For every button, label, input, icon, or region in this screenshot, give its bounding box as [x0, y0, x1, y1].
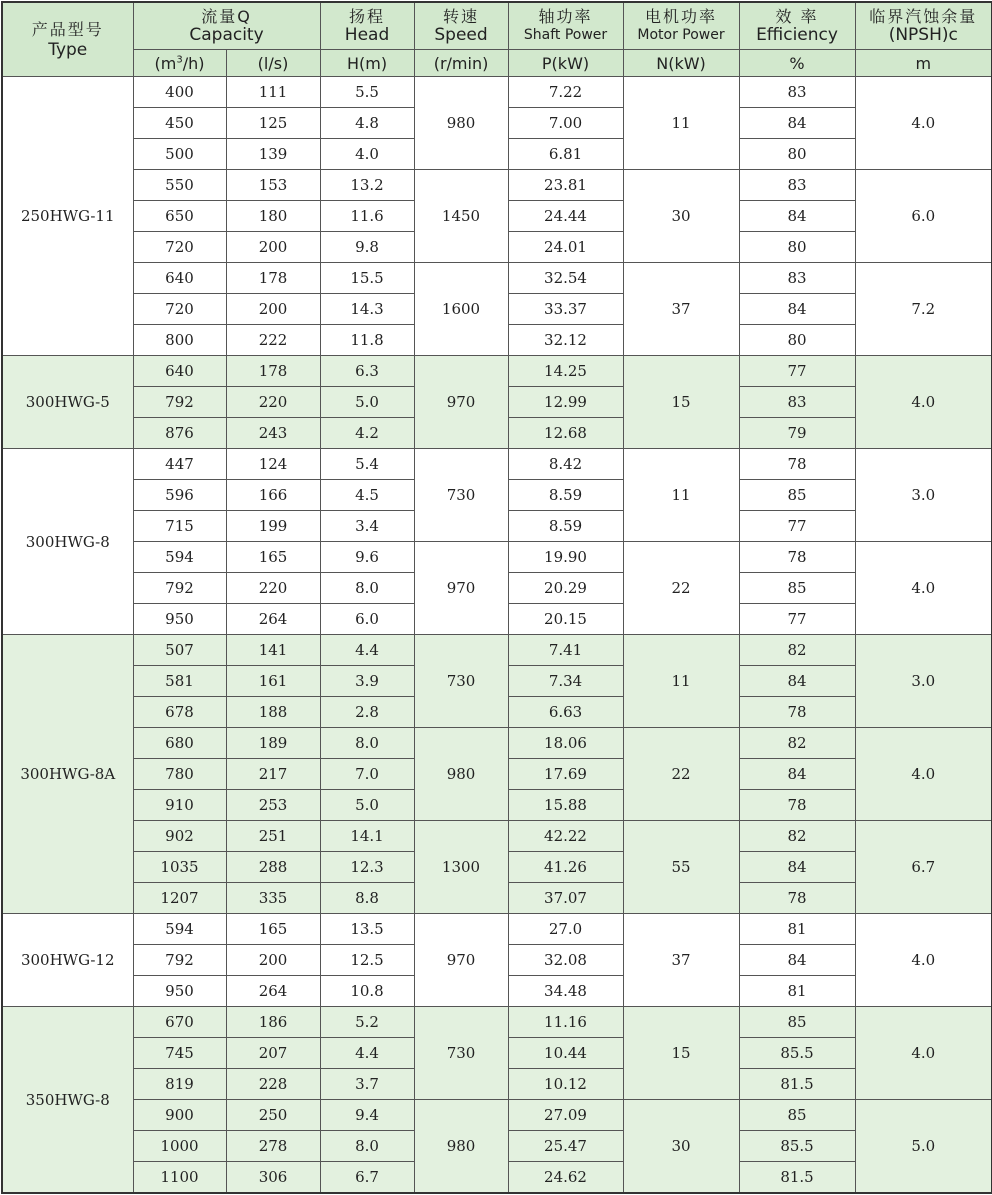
motor-power-cell: 15: [623, 356, 739, 449]
capacity-m3h-cell: 1000: [133, 1131, 226, 1162]
head-cell: 13.5: [320, 914, 414, 945]
head-cell: 4.8: [320, 108, 414, 139]
capacity-ls-cell: 264: [226, 976, 320, 1007]
capacity-ls-cell: 278: [226, 1131, 320, 1162]
table-row: [2, 635, 992, 666]
shaft-power-cell: 32.54: [508, 263, 623, 294]
capacity-m3h-cell: 581: [133, 666, 226, 697]
capacity-m3h-cell: 680: [133, 728, 226, 759]
head-cell: 6.7: [320, 1162, 414, 1194]
capacity-ls-cell: 165: [226, 914, 320, 945]
npsh-cell: 4.0: [855, 77, 992, 170]
capacity-m3h-cell: 400: [133, 77, 226, 108]
capacity-ls-cell: 111: [226, 77, 320, 108]
capacity-ls-cell: 253: [226, 790, 320, 821]
shaft-power-cell: 37.07: [508, 883, 623, 914]
capacity-m3h-cell: 1100: [133, 1162, 226, 1194]
table-row: [2, 1007, 992, 1038]
capacity-m3h-cell: 596: [133, 480, 226, 511]
capacity-ls-cell: 200: [226, 232, 320, 263]
efficiency-cell: 84: [739, 666, 855, 697]
efficiency-cell: 85: [739, 1100, 855, 1131]
shaft-power-cell: 27.0: [508, 914, 623, 945]
speed-cell: 970: [414, 542, 508, 635]
capacity-ls-cell: 141: [226, 635, 320, 666]
capacity-ls-cell: 220: [226, 573, 320, 604]
speed-cell: 970: [414, 914, 508, 1007]
efficiency-cell: 81: [739, 914, 855, 945]
capacity-m3h-cell: 450: [133, 108, 226, 139]
capacity-m3h-cell: 792: [133, 573, 226, 604]
capacity-ls-cell: 250: [226, 1100, 320, 1131]
capacity-m3h-cell: 594: [133, 914, 226, 945]
efficiency-cell: 85: [739, 573, 855, 604]
table-row: [2, 728, 992, 759]
capacity-ls-cell: 166: [226, 480, 320, 511]
head-cell: 4.4: [320, 1038, 414, 1069]
speed-cell: 730: [414, 635, 508, 728]
head-cell: 14.3: [320, 294, 414, 325]
capacity-ls-cell: 228: [226, 1069, 320, 1100]
motor-power-cell: 11: [623, 77, 739, 170]
efficiency-cell: 78: [739, 542, 855, 573]
head-cell: 6.0: [320, 604, 414, 635]
capacity-ls-cell: 199: [226, 511, 320, 542]
model-name-cell: 300HWG-8: [2, 449, 133, 635]
speed-cell: 1300: [414, 821, 508, 914]
capacity-m3h-cell: 594: [133, 542, 226, 573]
header-speed: 转速 Speed: [414, 2, 508, 50]
efficiency-cell: 81.5: [739, 1069, 855, 1100]
head-cell: 10.8: [320, 976, 414, 1007]
capacity-m3h-cell: 800: [133, 325, 226, 356]
npsh-cell: 3.0: [855, 635, 992, 728]
efficiency-cell: 79: [739, 418, 855, 449]
shaft-power-cell: 34.48: [508, 976, 623, 1007]
npsh-cell: 4.0: [855, 728, 992, 821]
shaft-power-cell: 24.62: [508, 1162, 623, 1194]
shaft-power-cell: 12.68: [508, 418, 623, 449]
shaft-power-cell: 6.81: [508, 139, 623, 170]
efficiency-cell: 78: [739, 790, 855, 821]
capacity-m3h-cell: 715: [133, 511, 226, 542]
speed-cell: 730: [414, 1007, 508, 1100]
unit-motor-power: N(kW): [623, 50, 739, 77]
capacity-ls-cell: 335: [226, 883, 320, 914]
table-row: [2, 449, 992, 480]
capacity-m3h-cell: 745: [133, 1038, 226, 1069]
head-cell: 5.5: [320, 77, 414, 108]
shaft-power-cell: 19.90: [508, 542, 623, 573]
unit-head: H(m): [320, 50, 414, 77]
head-cell: 5.4: [320, 449, 414, 480]
npsh-cell: 4.0: [855, 1007, 992, 1100]
header-capacity: 流量Q Capacity: [133, 2, 320, 50]
speed-cell: 1600: [414, 263, 508, 356]
capacity-ls-cell: 217: [226, 759, 320, 790]
efficiency-cell: 81.5: [739, 1162, 855, 1194]
shaft-power-cell: 23.81: [508, 170, 623, 201]
table-row: [2, 914, 992, 945]
unit-efficiency: %: [739, 50, 855, 77]
efficiency-cell: 80: [739, 232, 855, 263]
efficiency-cell: 85.5: [739, 1131, 855, 1162]
capacity-m3h-cell: 640: [133, 356, 226, 387]
capacity-m3h-cell: 950: [133, 604, 226, 635]
head-cell: 9.4: [320, 1100, 414, 1131]
capacity-m3h-cell: 550: [133, 170, 226, 201]
efficiency-cell: 85: [739, 480, 855, 511]
capacity-m3h-cell: 720: [133, 294, 226, 325]
efficiency-cell: 77: [739, 511, 855, 542]
capacity-ls-cell: 178: [226, 356, 320, 387]
capacity-ls-cell: 200: [226, 945, 320, 976]
motor-power-cell: 55: [623, 821, 739, 914]
capacity-ls-cell: 288: [226, 852, 320, 883]
shaft-power-cell: 24.01: [508, 232, 623, 263]
capacity-ls-cell: 180: [226, 201, 320, 232]
head-cell: 7.0: [320, 759, 414, 790]
capacity-ls-cell: 243: [226, 418, 320, 449]
table-row: [2, 821, 992, 852]
efficiency-cell: 81: [739, 976, 855, 1007]
capacity-ls-cell: 161: [226, 666, 320, 697]
head-cell: 8.0: [320, 1131, 414, 1162]
model-group: [2, 449, 992, 635]
efficiency-cell: 80: [739, 325, 855, 356]
head-cell: 4.4: [320, 635, 414, 666]
capacity-ls-cell: 306: [226, 1162, 320, 1194]
head-cell: 5.2: [320, 1007, 414, 1038]
head-cell: 5.0: [320, 790, 414, 821]
model-name-cell: 300HWG-8A: [2, 635, 133, 914]
head-cell: 8.0: [320, 728, 414, 759]
model-name-cell: 350HWG-8: [2, 1007, 133, 1194]
capacity-m3h-cell: 910: [133, 790, 226, 821]
capacity-m3h-cell: 650: [133, 201, 226, 232]
shaft-power-cell: 14.25: [508, 356, 623, 387]
unit-ls: (l/s): [226, 50, 320, 77]
capacity-ls-cell: 139: [226, 139, 320, 170]
header-motor-power: 电机功率 Motor Power: [623, 2, 739, 50]
capacity-ls-cell: 189: [226, 728, 320, 759]
efficiency-cell: 84: [739, 945, 855, 976]
capacity-m3h-cell: 902: [133, 821, 226, 852]
npsh-cell: 4.0: [855, 356, 992, 449]
motor-power-cell: 30: [623, 1100, 739, 1194]
capacity-ls-cell: 222: [226, 325, 320, 356]
capacity-m3h-cell: 900: [133, 1100, 226, 1131]
head-cell: 11.8: [320, 325, 414, 356]
shaft-power-cell: 8.59: [508, 511, 623, 542]
unit-m3h: $(m^3/h)$: [133, 50, 226, 77]
shaft-power-cell: 41.26: [508, 852, 623, 883]
pump-spec-table: [1, 1, 992, 1194]
shaft-power-cell: 25.47: [508, 1131, 623, 1162]
shaft-power-cell: 8.59: [508, 480, 623, 511]
shaft-power-cell: 24.44: [508, 201, 623, 232]
capacity-ls-cell: 186: [226, 1007, 320, 1038]
efficiency-cell: 84: [739, 852, 855, 883]
capacity-ls-cell: 165: [226, 542, 320, 573]
head-cell: 4.2: [320, 418, 414, 449]
head-cell: 3.7: [320, 1069, 414, 1100]
capacity-m3h-cell: 950: [133, 976, 226, 1007]
model-group: [2, 77, 992, 356]
capacity-ls-cell: 207: [226, 1038, 320, 1069]
capacity-m3h-cell: 876: [133, 418, 226, 449]
efficiency-cell: 78: [739, 883, 855, 914]
head-cell: 13.2: [320, 170, 414, 201]
efficiency-cell: 77: [739, 604, 855, 635]
efficiency-cell: 83: [739, 263, 855, 294]
capacity-ls-cell: 125: [226, 108, 320, 139]
shaft-power-cell: 6.63: [508, 697, 623, 728]
shaft-power-cell: 12.99: [508, 387, 623, 418]
shaft-power-cell: 7.00: [508, 108, 623, 139]
capacity-m3h-cell: 720: [133, 232, 226, 263]
npsh-cell: 4.0: [855, 914, 992, 1007]
speed-cell: 980: [414, 728, 508, 821]
head-cell: 2.8: [320, 697, 414, 728]
motor-power-cell: 22: [623, 728, 739, 821]
shaft-power-cell: 10.44: [508, 1038, 623, 1069]
capacity-m3h-cell: 780: [133, 759, 226, 790]
speed-cell: 970: [414, 356, 508, 449]
head-cell: 8.0: [320, 573, 414, 604]
shaft-power-cell: 15.88: [508, 790, 623, 821]
head-cell: 4.5: [320, 480, 414, 511]
npsh-cell: 6.7: [855, 821, 992, 914]
efficiency-cell: 85: [739, 1007, 855, 1038]
header-title-row: [2, 2, 992, 50]
capacity-ls-cell: 188: [226, 697, 320, 728]
efficiency-cell: 82: [739, 635, 855, 666]
unit-shaft-power: P(kW): [508, 50, 623, 77]
head-cell: 11.6: [320, 201, 414, 232]
model-name-cell: 300HWG-12: [2, 914, 133, 1007]
shaft-power-cell: 33.37: [508, 294, 623, 325]
motor-power-cell: 30: [623, 170, 739, 263]
npsh-cell: 4.0: [855, 542, 992, 635]
shaft-power-cell: 20.29: [508, 573, 623, 604]
shaft-power-cell: 27.09: [508, 1100, 623, 1131]
capacity-m3h-cell: 507: [133, 635, 226, 666]
motor-power-cell: 37: [623, 914, 739, 1007]
shaft-power-cell: 42.22: [508, 821, 623, 852]
efficiency-cell: 82: [739, 821, 855, 852]
table-row: [2, 542, 992, 573]
efficiency-cell: 85.5: [739, 1038, 855, 1069]
capacity-m3h-cell: 792: [133, 387, 226, 418]
speed-cell: 980: [414, 1100, 508, 1194]
capacity-m3h-cell: 640: [133, 263, 226, 294]
header-shaft-power: 轴功率 Shaft Power: [508, 2, 623, 50]
model-name-cell: 300HWG-5: [2, 356, 133, 449]
unit-npsh: m: [855, 50, 992, 77]
head-cell: 12.5: [320, 945, 414, 976]
motor-power-cell: 15: [623, 1007, 739, 1100]
efficiency-cell: 78: [739, 449, 855, 480]
capacity-ls-cell: 153: [226, 170, 320, 201]
unit-speed: (r/min): [414, 50, 508, 77]
shaft-power-cell: 20.15: [508, 604, 623, 635]
shaft-power-cell: 7.22: [508, 77, 623, 108]
efficiency-cell: 84: [739, 294, 855, 325]
efficiency-cell: 84: [739, 108, 855, 139]
motor-power-cell: 22: [623, 542, 739, 635]
shaft-power-cell: 8.42: [508, 449, 623, 480]
table-header: [2, 2, 992, 77]
header-head: 扬程 Head: [320, 2, 414, 50]
capacity-m3h-cell: 792: [133, 945, 226, 976]
head-cell: 9.6: [320, 542, 414, 573]
table-row: [2, 1100, 992, 1131]
npsh-cell: 5.0: [855, 1100, 992, 1194]
shaft-power-cell: 32.08: [508, 945, 623, 976]
head-cell: 9.8: [320, 232, 414, 263]
capacity-m3h-cell: 447: [133, 449, 226, 480]
speed-cell: 1450: [414, 170, 508, 263]
shaft-power-cell: 11.16: [508, 1007, 623, 1038]
head-cell: 5.0: [320, 387, 414, 418]
model-group: [2, 635, 992, 914]
capacity-m3h-cell: 678: [133, 697, 226, 728]
capacity-m3h-cell: 819: [133, 1069, 226, 1100]
header-unit-row: [2, 50, 992, 77]
efficiency-cell: 84: [739, 759, 855, 790]
capacity-ls-cell: 124: [226, 449, 320, 480]
head-cell: 3.9: [320, 666, 414, 697]
npsh-cell: 7.2: [855, 263, 992, 356]
shaft-power-cell: 7.41: [508, 635, 623, 666]
table-row: [2, 263, 992, 294]
npsh-cell: 6.0: [855, 170, 992, 263]
speed-cell: 980: [414, 77, 508, 170]
efficiency-cell: 83: [739, 170, 855, 201]
motor-power-cell: 11: [623, 449, 739, 542]
header-type: 产品型号 Type: [2, 2, 133, 77]
capacity-ls-cell: 251: [226, 821, 320, 852]
table-row: [2, 356, 992, 387]
shaft-power-cell: 17.69: [508, 759, 623, 790]
head-cell: 15.5: [320, 263, 414, 294]
motor-power-cell: 37: [623, 263, 739, 356]
capacity-m3h-cell: 670: [133, 1007, 226, 1038]
model-name-cell: 250HWG-11: [2, 77, 133, 356]
head-cell: 12.3: [320, 852, 414, 883]
capacity-ls-cell: 264: [226, 604, 320, 635]
efficiency-cell: 77: [739, 356, 855, 387]
model-group: [2, 356, 992, 449]
header-efficiency: 效 率 Efficiency: [739, 2, 855, 50]
head-cell: 14.1: [320, 821, 414, 852]
capacity-m3h-cell: 1035: [133, 852, 226, 883]
efficiency-cell: 78: [739, 697, 855, 728]
header-npsh: 临界汽蚀余量 (NPSH)c: [855, 2, 992, 50]
capacity-ls-cell: 220: [226, 387, 320, 418]
capacity-m3h-cell: 1207: [133, 883, 226, 914]
capacity-ls-cell: 178: [226, 263, 320, 294]
capacity-ls-cell: 200: [226, 294, 320, 325]
capacity-m3h-cell: 500: [133, 139, 226, 170]
model-group: [2, 1007, 992, 1194]
efficiency-cell: 80: [739, 139, 855, 170]
head-cell: 3.4: [320, 511, 414, 542]
head-cell: 6.3: [320, 356, 414, 387]
efficiency-cell: 83: [739, 77, 855, 108]
shaft-power-cell: 10.12: [508, 1069, 623, 1100]
shaft-power-cell: 7.34: [508, 666, 623, 697]
efficiency-cell: 84: [739, 201, 855, 232]
table-row: [2, 170, 992, 201]
head-cell: 8.8: [320, 883, 414, 914]
efficiency-cell: 83: [739, 387, 855, 418]
head-cell: 4.0: [320, 139, 414, 170]
table-row: [2, 77, 992, 108]
model-group: [2, 914, 992, 1007]
speed-cell: 730: [414, 449, 508, 542]
efficiency-cell: 82: [739, 728, 855, 759]
motor-power-cell: 11: [623, 635, 739, 728]
shaft-power-cell: 32.12: [508, 325, 623, 356]
npsh-cell: 3.0: [855, 449, 992, 542]
shaft-power-cell: 18.06: [508, 728, 623, 759]
